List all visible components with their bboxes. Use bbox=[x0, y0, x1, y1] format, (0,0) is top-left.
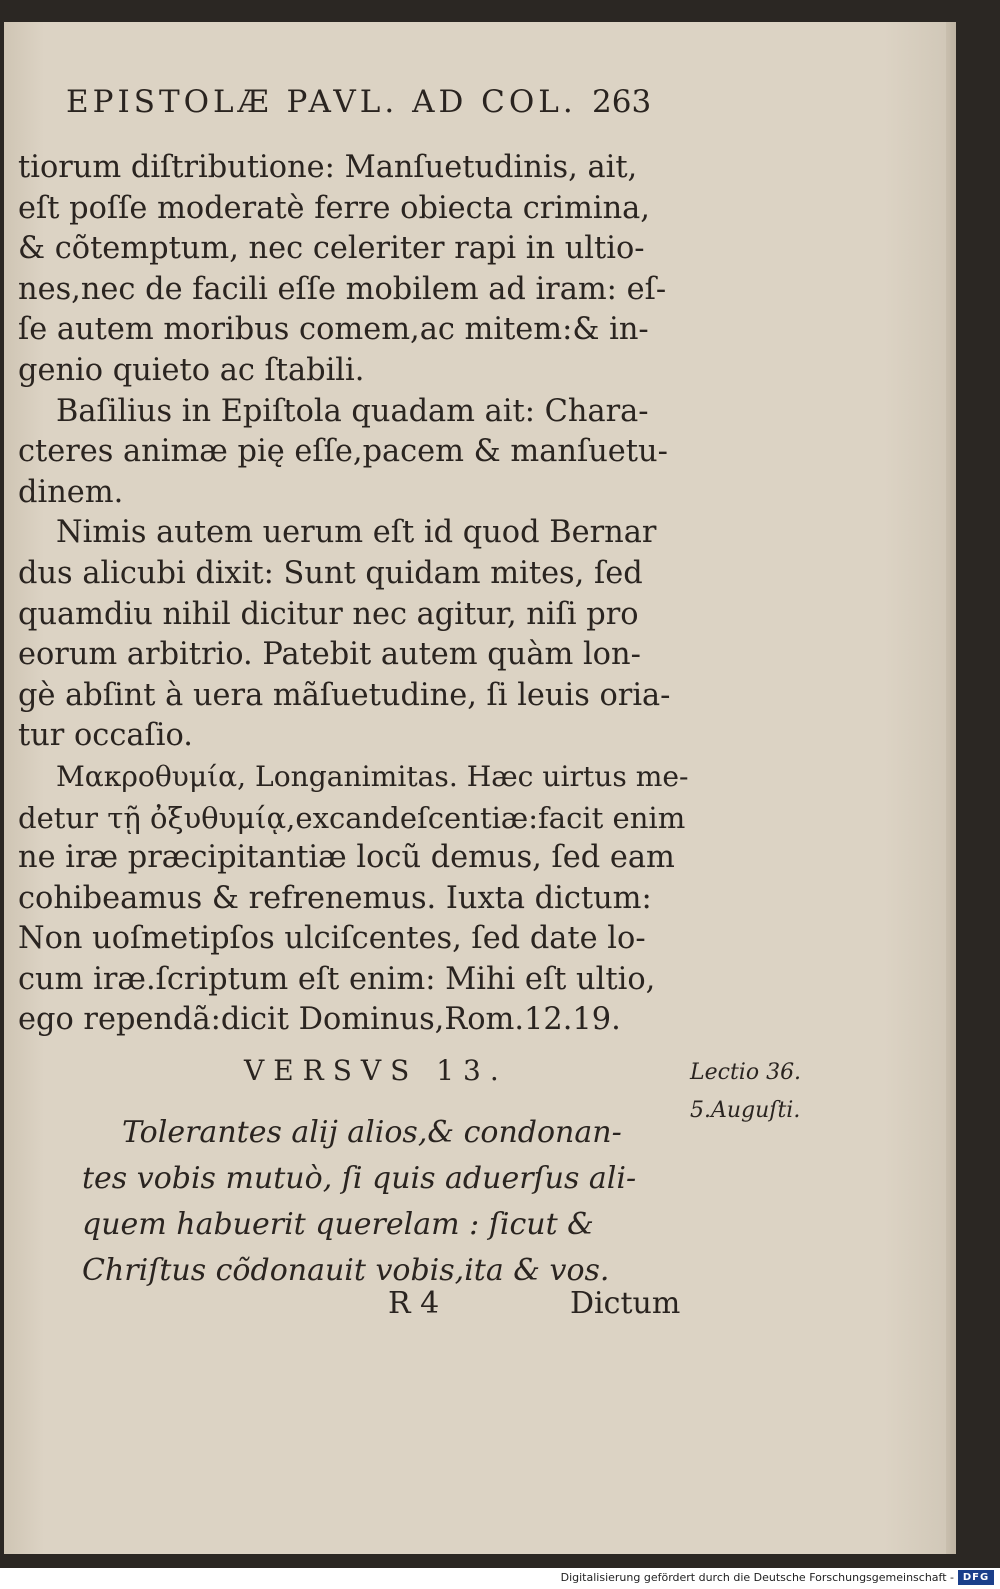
text-line: ego rependã:dicit Dominus,Rom.12.19. bbox=[18, 1002, 621, 1038]
margin-note-line: Lectio 36. bbox=[690, 1060, 802, 1085]
text-line: tiorum diſtributione: Manſuetudinis, ait, bbox=[18, 150, 638, 185]
text-line: eſt poſſe moderatè ferre obiecta crimina, bbox=[18, 190, 650, 226]
dfg-logo: DFG bbox=[958, 1570, 994, 1585]
margin-note-line: 5.Auguſti. bbox=[690, 1098, 801, 1123]
text-line: Non uoſmetipſos ulciſcentes, ſed date lo- bbox=[18, 921, 646, 957]
verse-line: Chriſtus cõdonauit vobis,ita & vos. bbox=[82, 1253, 610, 1288]
text-line: Μακροθυμία, Longanimitas. Hæc uirtus me- bbox=[56, 759, 689, 793]
footer-bar bbox=[0, 1568, 1000, 1589]
verse-heading: VERSVS 13. bbox=[244, 1054, 508, 1087]
catchword: Dictum bbox=[570, 1286, 681, 1321]
text-line: ſe autem moribus comem,ac mitem:& in- bbox=[18, 312, 649, 348]
text-line: Nimis autem uerum eſt id quod Bernar bbox=[56, 515, 657, 551]
text-line: ne iræ præcipitantiæ locũ demus, ſed eam bbox=[18, 840, 675, 876]
text-line: gè abſint à uera mãſuetudine, ſi leuis oria- bbox=[18, 677, 671, 713]
footer-credit: Digitalisierung gefördert durch die Deutsche Forschungsgemeinschaft - bbox=[560, 1571, 954, 1584]
text-line: cum iræ.ſcriptum eſt enim: Mihi eſt ultio, bbox=[18, 961, 656, 997]
running-head: EPISTOLÆ PAVL. AD COL. bbox=[66, 84, 577, 120]
verse-line: quem habuerit querelam : ſicut & bbox=[82, 1207, 594, 1242]
margin-note bbox=[690, 1054, 801, 1130]
text-line: cteres animæ pię eſſe,pacem & manſuetu- bbox=[18, 434, 668, 470]
text-line: Baſilius in Epiſtola quadam ait: Chara- bbox=[56, 393, 649, 429]
text-line: nes,nec de facili eſſe mobilem ad iram: eſ- bbox=[18, 271, 667, 307]
text-line: quamdiu nihil dicitur nec agitur, niſi pro bbox=[18, 596, 639, 632]
text-line: dus alicubi dixit: Sunt quidam mites, ſed bbox=[18, 555, 643, 591]
text-line: detur τῇ ὀξυθυμίᾳ,excandeſcentiæ:facit enim bbox=[18, 800, 686, 835]
text-line: dinem. bbox=[18, 474, 124, 510]
verse-line: tes vobis mutuò, ſi quis aduerſus ali- bbox=[82, 1161, 637, 1196]
book-page bbox=[4, 22, 956, 1554]
text-line: eorum arbitrio. Patebit autem quàm lon- bbox=[18, 637, 641, 673]
page-edge bbox=[946, 22, 956, 1554]
signature-mark: R 4 bbox=[388, 1286, 440, 1321]
text-line: tur occaſio. bbox=[18, 718, 193, 754]
body-text bbox=[18, 148, 688, 1041]
verse-line: Tolerantes alij alios,& condonan- bbox=[122, 1115, 622, 1150]
text-line: & cõtemptum, nec celeriter rapi in ultio- bbox=[18, 231, 645, 267]
text-line: genio quieto ac ſtabili. bbox=[18, 352, 365, 388]
verse-text bbox=[82, 1110, 662, 1294]
page-number: 263 bbox=[592, 84, 652, 120]
text-line: cohibeamus & refrenemus. Iuxta dictum: bbox=[18, 880, 652, 916]
